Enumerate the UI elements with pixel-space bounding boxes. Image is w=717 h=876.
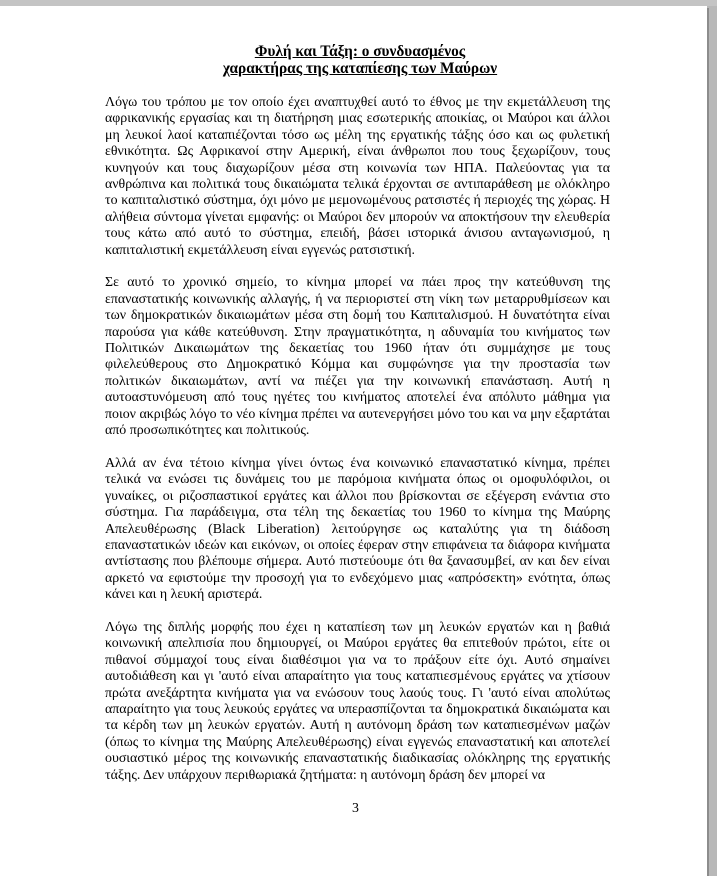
document-page — [0, 6, 707, 876]
body-text — [105, 95, 610, 800]
paragraph-1: Λόγω του τρόπου με τον οποίο έχει αναπτυχθεί αυτό το έθνος με την εκμετάλλευση της αφρικανικής εργασίας και τη διατήρηση μιας εσωτερικής αποικίας, οι Μαύροι και άλλοι μη λευκοί λαοί καταπιέζονται τόσο ως μέλη της εργατικής τάξης όσο και ως φυλετική εθνικότητα. Ως Αφρικανοί στην Αμερική, είναι άνθρωποι που τους ξεχωρίζουν, τους κυνηγούν και τους διαχωρίζουν μέσα στη κοινωνία των ΗΠΑ. Παλεύοντας για τα ανθρώπινα και πολιτικά τους δικαιώματα τελικά έρχονται σε αντιπαράθεση με ολόκληρο το καπιταλιστικό σύστημα, όχι μόνο με μεμονωμένους ρατσιστές ή περιοχές της χώρας. Η αλήθεια σύντομα γίνεται εμφανής: οι Μαύροι δεν μπορούν να αποκτήσουν την ελευθερία τους κάτω από αυτό το σύστημα, επειδή, βάσει ιστορικά άνισου ανταγωνισμού, η καπιταλιστική εκμετάλλευση είναι εγγενώς ρατσιστική. — [105, 95, 610, 258]
paragraph-3: Αλλά αν ένα τέτοιο κίνημα γίνει όντως ένα κοινωνικό επαναστατικό κίνημα, πρέπει τελικά να ενώσει τις δυνάμεις του με παρόμοια κινήματα όπως οι ομοφυλόφιλοι, οι γυναίκες, οι ριζοσπαστικοί εργάτες και άλλοι που βρίσκονται σε εξέγερση ενάντια στο σύστημα. Για παράδειγμα, στα τέλη της δεκαετίας του 1960 το κίνημα της Μαύρης Απελευθέρωσης (Black Liberation) λειτούργησε ως καταλύτης για τη διάδοση επαναστατικών ιδεών και εικόνων, οι οποίες έφεραν στην επιφάνεια τα διάφορα κινήματα αντίστασης που βλέπουμε σήμερα. Αυτό πιστεύουμε ότι θα ξανασυμβεί, αν και δεν είναι αρκετό να εφιστούμε την προσοχή για το ενδεχόμενο μιας «απρόσεκτη» ενότητα, όπως κάνει και η λευκή αριστερά. — [105, 455, 610, 603]
paragraph-4: Λόγω της διπλής μορφής που έχει η καταπίεση των μη λευκών εργατών και η βαθιά κοινωνική απελπισία που δημιουργεί, οι Μαύροι εργάτες θα επιτεθούν πρώτοι, είτε οι πιθανοί σύμμαχοί τους είναι διαθέσιμοι για να το πράξουν είτε όχι. Αυτό σημαίνει αυτοδιάθεση και γι 'αυτό είναι απαραίτητο για τους καταπιεσμένους εργάτες να χτίσουν πρώτα ανεξάρτητα κινήματα για να ενώσουν τους λαούς τους. Γι 'αυτό είναι απολύτως απαραίτητο για τους λευκούς εργάτες να υπερασπίζονται τα δημοκρατικά δικαιώματα και τα κέρδη των μη λευκών εργατών. Αυτή η αυτόνομη δράση των καταπιεσμένων μαζών (όπως το κίνημα της Μαύρης Απελευθέρωσης) είναι εγγενώς επαναστατική και αποτελεί ουσιαστικό μέρος της κοινωνικής επαναστατικής διαδικασίας ολόκληρης της εργατικής τάξης. Δεν υπάρχουν περιθωριακά ζητήματα: η αυτόνομη δράση δεν μπορεί να — [105, 619, 610, 783]
title-line-2: χαρακτήρας της καταπίεσης των Μαύρων — [222, 60, 498, 77]
paragraph-2: Σε αυτό το χρονικό σημείο, το κίνημα μπορεί να πάει προς την κατεύθυνση της επαναστατικής κοινωνικής αλλαγής, ή να περιοριστεί στη νίκη των μεταρρυθμίσεων και των δημοκρατικών δικαιωμάτων μέσα στη δομή του Καπιταλισμού. Η δυνατότητα είναι παρούσα για κάθε κατεύθυνση. Στην πραγματικότητα, η αδυναμία του κινήματος των Πολιτικών Δικαιωμάτων της δεκαετίας του 1960 ήταν ότι συμμάχησε με τους φιλελεύθερους στο Δημοκρατικό Κόμμα και συμφώνησε για την προστασία των πολιτικών δικαιωμάτων, αντί να πιέζει για την κοινωνική επανάσταση. Αυτή η αυτοαστυνόμευση από τους ηγέτες του κινήματος αποτελεί ένα απόλυτο μάθημα για ποιον ακριβώς λόγο το νέο κίνημα πρέπει να αυτενεργήσει μόνο του και να μην εξαρτάται από προσωπικότητες και πολιτικούς. — [105, 275, 610, 439]
page-number: 3 — [352, 801, 359, 816]
title-line-1: Φυλή και Τάξη: ο συνδυασμένος — [254, 43, 466, 60]
page-title — [0, 43, 717, 77]
